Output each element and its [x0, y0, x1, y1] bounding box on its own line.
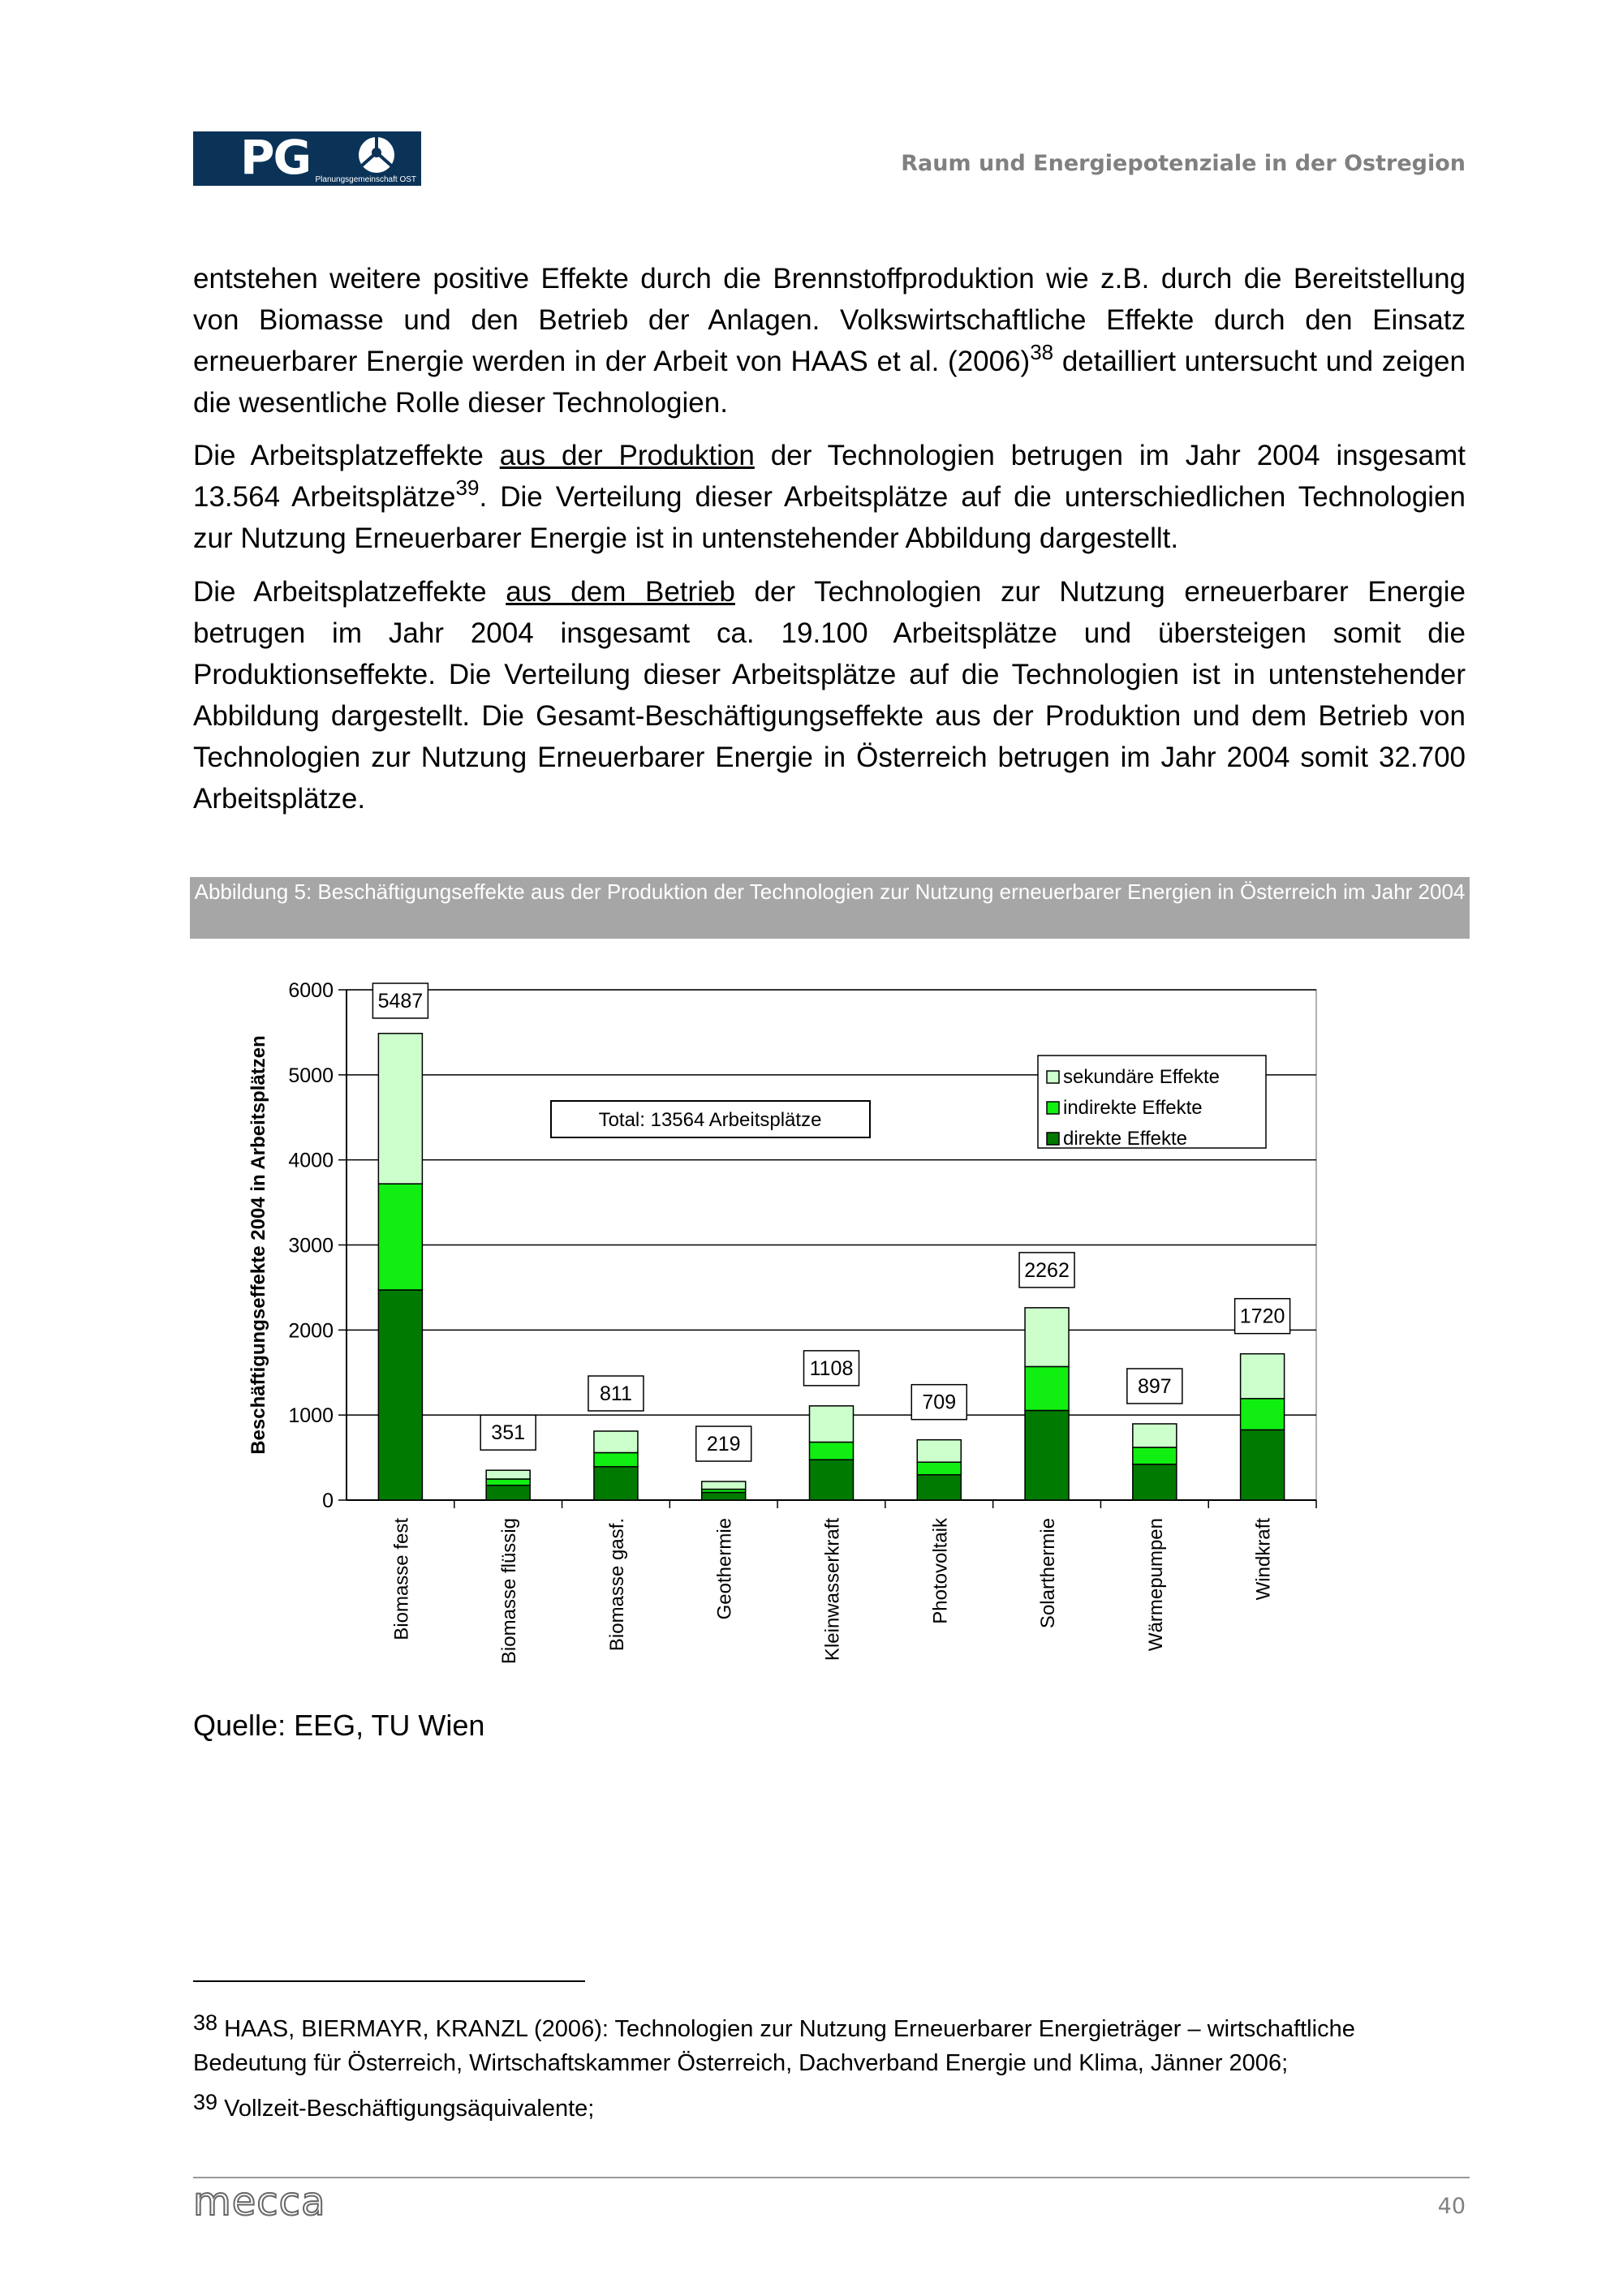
y-tick-label: 3000	[288, 1234, 334, 1258]
y-tick-label: 6000	[288, 979, 334, 1002]
text: der Technologien betrugen im Jahr 2004 insgesamt 13.564 Arbeitsplätze	[193, 440, 1466, 513]
bar-segment-indirekte	[378, 1184, 422, 1290]
bar-segment-indirekte	[594, 1453, 638, 1467]
bar-segment-indirekte	[486, 1479, 530, 1486]
legend-label: indirekte Effekte	[1063, 1097, 1203, 1119]
text: Die Arbeitsplatzeffekte	[193, 576, 506, 608]
y-tick-label: 1000	[288, 1404, 334, 1428]
text: . Die Verteilung dieser Arbeitsplätze auf die unterschiedlichen Technologien zur Nutzung Erneuerbarer Energie ist in untenstehender Abbildung dargestellt.	[193, 481, 1466, 554]
bar-segment-sekundäre	[1241, 1354, 1285, 1399]
legend-swatch	[1047, 1133, 1059, 1145]
bar-segment-sekundäre	[917, 1440, 961, 1463]
bar-segment-indirekte	[810, 1443, 854, 1460]
bar-segment-sekundäre	[594, 1431, 638, 1453]
footnote-number: 39	[193, 2090, 218, 2114]
page-number: 40	[1437, 2194, 1466, 2219]
bar-segment-direkte	[810, 1460, 854, 1500]
paragraph-3	[193, 571, 1466, 819]
bar-segment-direkte	[486, 1486, 530, 1500]
y-axis-label: Beschäftigungseffekte 2004 in Arbeitsplätzen	[248, 1035, 269, 1455]
total-label: 811	[600, 1382, 632, 1405]
bar-segment-indirekte	[1241, 1399, 1285, 1430]
category-label: Geothermie	[713, 1518, 736, 1620]
bar-segment-sekundäre	[810, 1406, 854, 1443]
footnote-ref[interactable]: 39	[455, 475, 480, 500]
paragraph-2	[193, 435, 1466, 559]
total-label: 897	[1137, 1374, 1172, 1398]
category-label: Wärmepumpen	[1144, 1518, 1167, 1652]
bar-segment-sekundäre	[702, 1481, 746, 1490]
header-title: Raum und Energiepotenziale in der Ostregion	[901, 151, 1466, 176]
footnote-38	[193, 2012, 1466, 2080]
paragraph-1	[193, 258, 1466, 424]
mecca-logo: mecca	[193, 2179, 326, 2225]
text: der Technologien zur Nutzung erneuerbarer Energie betrugen im Jahr 2004 insgesamt ca. 19.100 Arbeitsplätze und übersteigen somit die Produktionseffekte. Die Verteilung dieser Arbeitsplätze auf die Technologien ist in untenstehender Abbildung dargestellt. Die Gesamt-Beschäftigungseffekte aus der Produktion und dem Betrieb von Technologien zur Nutzung Erneuerbarer Energie in Österreich betrugen im Jahr 2004 somit 32.700 Arbeitsplätze.	[193, 576, 1466, 815]
bar-segment-sekundäre	[378, 1034, 422, 1184]
footnote-39	[193, 2092, 1466, 2126]
bar-segment-direkte	[1025, 1411, 1069, 1500]
total-label: 219	[706, 1433, 741, 1456]
bar-segment-sekundäre	[486, 1470, 530, 1479]
bar-segment-direkte	[378, 1290, 422, 1500]
bar-segment-sekundäre	[1025, 1308, 1069, 1367]
underlined-text: aus der Produktion	[499, 440, 755, 471]
bar-segment-direkte	[917, 1475, 961, 1500]
y-tick-label: 4000	[288, 1149, 334, 1172]
category-label: Biomasse flüssig	[498, 1518, 521, 1665]
logo-text: PG	[240, 130, 311, 185]
logo-subtitle: Planungsgemeinschaft OST	[315, 175, 416, 184]
category-label: Biomasse fest	[390, 1518, 413, 1640]
bar-segment-direkte	[1241, 1430, 1285, 1500]
total-label: 2262	[1024, 1258, 1070, 1282]
y-tick-label: 0	[322, 1490, 334, 1512]
stacked-bar-chart	[243, 957, 1347, 1688]
total-label: 351	[491, 1421, 526, 1445]
total-label: 1720	[1239, 1305, 1285, 1328]
bar-segment-indirekte	[1133, 1447, 1177, 1464]
bar-segment-sekundäre	[1133, 1424, 1177, 1447]
total-annotation: Total: 13564 Arbeitsplätze	[598, 1109, 822, 1131]
legend-label: sekundäre Effekte	[1063, 1066, 1220, 1088]
category-label: Photovoltaik	[929, 1518, 952, 1624]
bar-segment-direkte	[1133, 1464, 1177, 1500]
footer-divider	[193, 2177, 1470, 2178]
bar-segment-direkte	[594, 1467, 638, 1500]
category-label: Kleinwasserkraft	[821, 1518, 844, 1662]
figure-caption: Abbildung 5: Beschäftigungseffekte aus der Produktion der Technologien zur Nutzung erneuerbarer Energien in Österreich im Jahr 2004	[190, 877, 1470, 939]
total-label: 5487	[377, 990, 424, 1013]
logo-emblem-icon	[352, 135, 401, 175]
category-label: Biomasse gasf.	[605, 1518, 628, 1652]
bar-segment-direkte	[702, 1492, 746, 1500]
text: detailliert untersucht und zeigen die wesentliche Rolle dieser Technologien.	[193, 346, 1466, 419]
y-tick-label: 5000	[288, 1064, 334, 1087]
total-label: 1108	[809, 1357, 854, 1380]
legend-label: direkte Effekte	[1063, 1128, 1187, 1150]
footnote-number: 38	[193, 2010, 218, 2035]
footnote-text: HAAS, BIERMAYR, KRANZL (2006): Technologien zur Nutzung Erneuerbarer Energieträger – wirtschaftliche Bedeutung für Österreich, Wirtschaftskammer Österreich, Dachverband Energie und Klima, Jänner 2006;	[193, 2016, 1355, 2076]
footnote-ref[interactable]: 38	[1030, 340, 1054, 364]
bar-segment-indirekte	[917, 1462, 961, 1475]
y-tick-label: 2000	[288, 1319, 334, 1343]
total-label: 709	[922, 1391, 957, 1414]
text: entstehen weitere positive Effekte durch die Brennstoffproduktion wie z.B. durch die Bereitstellung von Biomasse und den Betrieb der Anlagen. Volkswirtschaftliche Effekte durch den Einsatz erneuerbarer Energie werden in der Arbeit von HAAS et al. (2006)	[193, 263, 1466, 377]
text: Die Arbeitsplatzeffekte	[193, 440, 500, 471]
source-note: Quelle: EEG, TU Wien	[193, 1709, 485, 1742]
category-label: Windkraft	[1252, 1518, 1275, 1601]
underlined-text: aus dem Betrieb	[506, 576, 735, 608]
pgo-logo	[193, 131, 421, 186]
footnote-divider	[193, 1980, 585, 1982]
legend-swatch	[1047, 1102, 1059, 1114]
category-label: Solarthermie	[1037, 1518, 1060, 1629]
bar-segment-indirekte	[1025, 1366, 1069, 1410]
footnote-text: Vollzeit-Beschäftigungsäquivalente;	[224, 2096, 595, 2122]
legend-swatch	[1047, 1071, 1059, 1083]
